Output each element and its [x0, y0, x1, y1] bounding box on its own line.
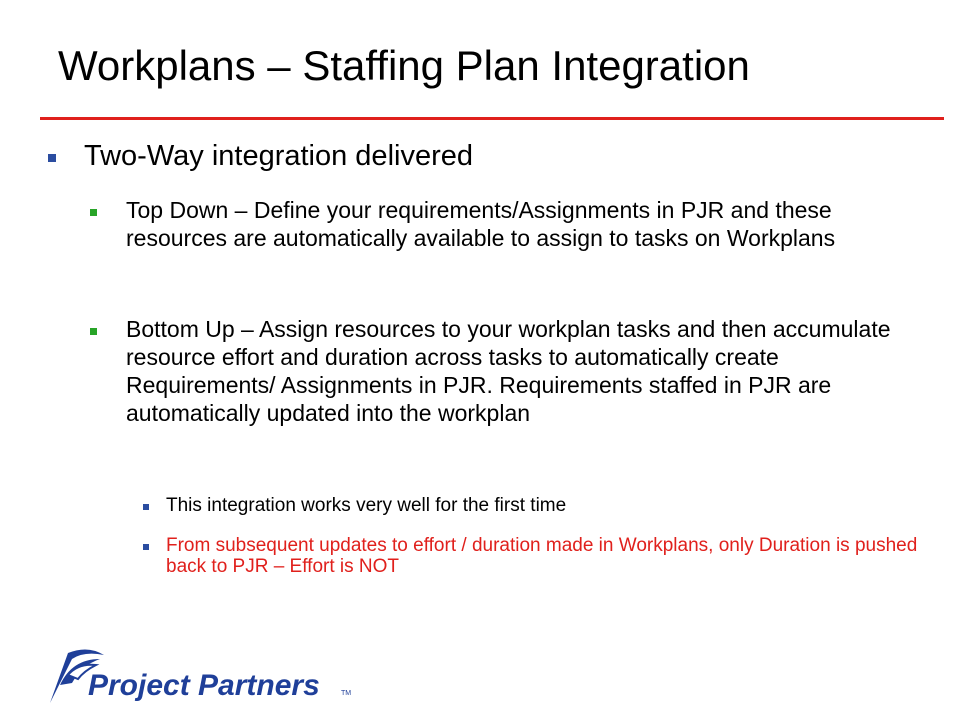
- bullet-top-down-text: Top Down – Define your requirements/Assignments in PJR and these resources are automatically available to assign to tasks on Workplans: [126, 197, 836, 251]
- sub-bullet-first-time-text: This integration works very well for the first time: [166, 495, 567, 516]
- logo-wordmark: Project Partners: [88, 669, 320, 702]
- square-bullet-icon: [48, 154, 56, 162]
- bullet-level1: [48, 138, 908, 174]
- slide-title: Workplans – Staffing Plan Integration: [58, 42, 750, 89]
- sub-bullet-subsequent: [143, 535, 923, 577]
- project-partners-logo-graphic: [38, 645, 358, 707]
- bullet-top-down: [90, 196, 920, 252]
- square-bullet-icon: [90, 209, 97, 216]
- bullet-level1-text: Two-Way integration delivered: [84, 140, 473, 172]
- logo-trademark: TM: [341, 690, 352, 697]
- project-partners-logo: [38, 645, 358, 707]
- bullet-bottom-up-text: Bottom Up – Assign resources to your workplan tasks and then accumulate resource effort and duration across tasks to automatically create Requirements/ Assignments in PJR. Requirements staffed in PJR are automatically updated into the workplan: [126, 316, 891, 426]
- sub-bullet-subsequent-text: From subsequent updates to effort / duration made in Workplans, only Duration is pushed back to PJR – Effort is NOT: [166, 535, 918, 577]
- square-bullet-icon: [90, 328, 97, 335]
- square-bullet-icon: [143, 544, 149, 550]
- square-bullet-icon: [143, 504, 149, 510]
- sub-bullet-first-time: [143, 495, 923, 516]
- bullet-bottom-up: [90, 315, 920, 427]
- title-divider: [40, 117, 944, 120]
